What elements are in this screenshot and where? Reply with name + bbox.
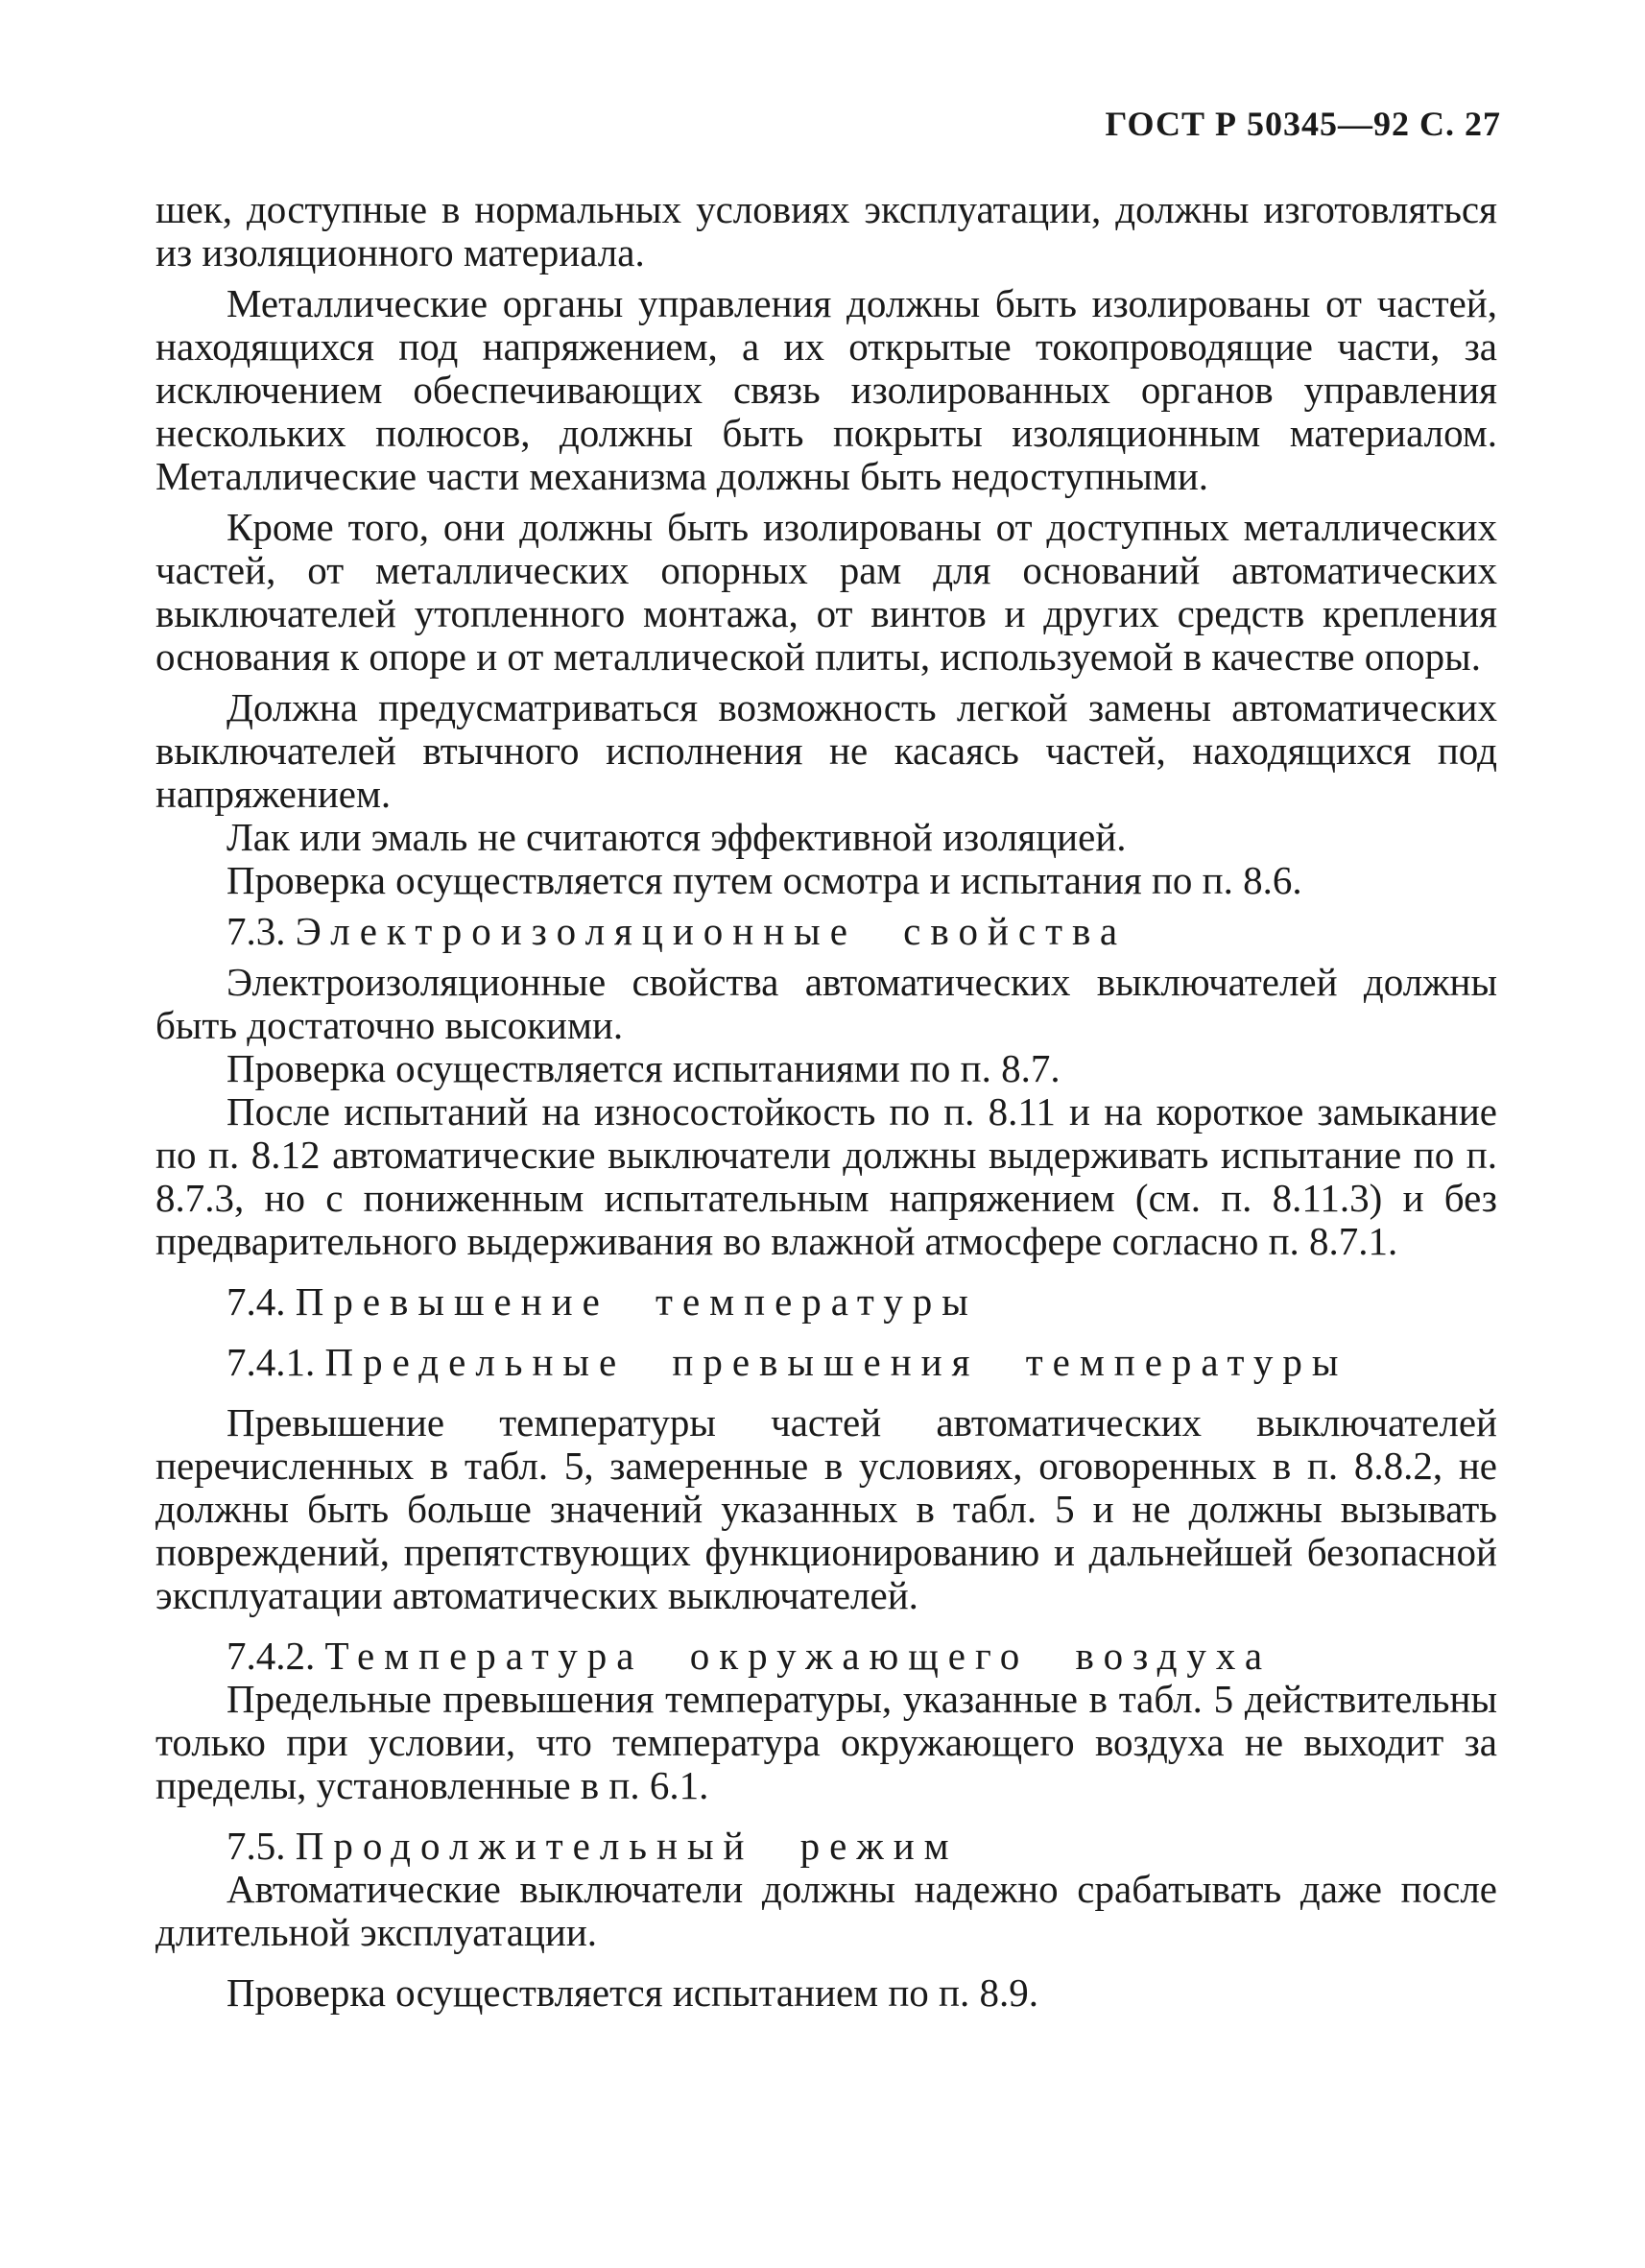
paragraph-plug-in-replacement: Должна предусматриваться возможность легкой замены автоматических выключателей втычного исполнения не касаясь частей, находящихся под напряжением. (155, 685, 1497, 816)
paragraph-temperature-rise: Превышение температуры частей автоматических выключателей перечисленных в табл. 5, замеренные в условиях, оговоренных в п. 8.8.2, не должны быть больше значений указанных в табл. 5 и не должны вызывать повреждений, препятствующих функционированию и дальнейшей безопасной эксплуатации автоматических выключателей. (155, 1400, 1497, 1617)
paragraph-ambient-air: Предельные превышения температуры, указанные в табл. 5 действительны только при условии, что температура окружающего воздуха не выходит за пределы, установленные в п. 6.1. (155, 1677, 1497, 1807)
section-number: 7.4.1. (226, 1340, 316, 1384)
paragraph-dielectric: Электроизоляционные свойства автоматических выключателей должны быть достаточно высокими. (155, 960, 1497, 1047)
section-heading-7-5 (155, 1825, 1497, 1868)
paragraph-check-8-9: Проверка осуществляется испытанием по п. 8.9. (226, 1970, 1038, 2015)
section-number: 7.4. (226, 1279, 286, 1324)
section-heading-7-4 (155, 1280, 1497, 1324)
paragraph-continuous-duty: Автоматические выключатели должны надежно срабатывать даже после длительной эксплуатации. (155, 1867, 1497, 1954)
section-title: Предельные превышения температуры (324, 1340, 1348, 1384)
paragraph-check-8-7: Проверка осуществляется испытаниями по п. 8.7. (226, 1046, 1061, 1090)
section-heading-7-4-2 (155, 1635, 1497, 1678)
paragraph-metal-controls: Металлические органы управления должны быть изолированы от частей, находящихся под напряжением, а их открытые токопроводящие части, за исключением обеспечивающих связь изолированных органов управления нескольких полюсов, должны быть покрыты изоляционным материалом. Металлические части механизма должны быть недоступными. (155, 281, 1497, 498)
section-number: 7.4.2. (226, 1634, 316, 1678)
running-head: ГОСТ Р 50345—92 С. 27 (1105, 105, 1501, 143)
section-title: Продолжительный режим (295, 1824, 959, 1868)
paragraph-after-tests: После испытаний на износостойкость по п. 8.11 и на короткое замыкание по п. 8.12 автоматические выключатели должны выдерживать испытание по п. 8.7.3, но с пониженным испытательным напряжением (см. п. 8.11.3) и без предварительного выдерживания во влажной атмосфере согласно п. 8.7.1. (155, 1089, 1497, 1263)
section-number: 7.5. (226, 1824, 286, 1868)
section-title: Превышение температуры (295, 1279, 978, 1324)
section-heading-7-4-1 (155, 1341, 1497, 1384)
paragraph-lacquer: Лак или эмаль не считаются эффективной изоляцией. (226, 815, 1127, 859)
section-heading-7-3 (155, 910, 1497, 953)
paragraph-continuation: шек, доступные в нормальных условиях эксплуатации, должны изготовляться из изоляционного материала. (155, 187, 1497, 275)
section-title: Электроизоляционные свойства (295, 909, 1128, 953)
body-text (155, 188, 1497, 2015)
section-title: Температура окружающего воздуха (324, 1634, 1273, 1678)
paragraph-insulation-from-parts: Кроме того, они должны быть изолированы от доступных металлических частей, от металлических опорных рам для оснований автоматических выключателей утопленного монтажа, от винтов и других средств крепления основания к опоре и от металлической плиты, используемой в качестве опоры. (155, 505, 1497, 679)
section-number: 7.3. (226, 909, 286, 953)
paragraph-check-8-6: Проверка осуществляется путем осмотра и испытания по п. 8.6. (226, 858, 1302, 902)
